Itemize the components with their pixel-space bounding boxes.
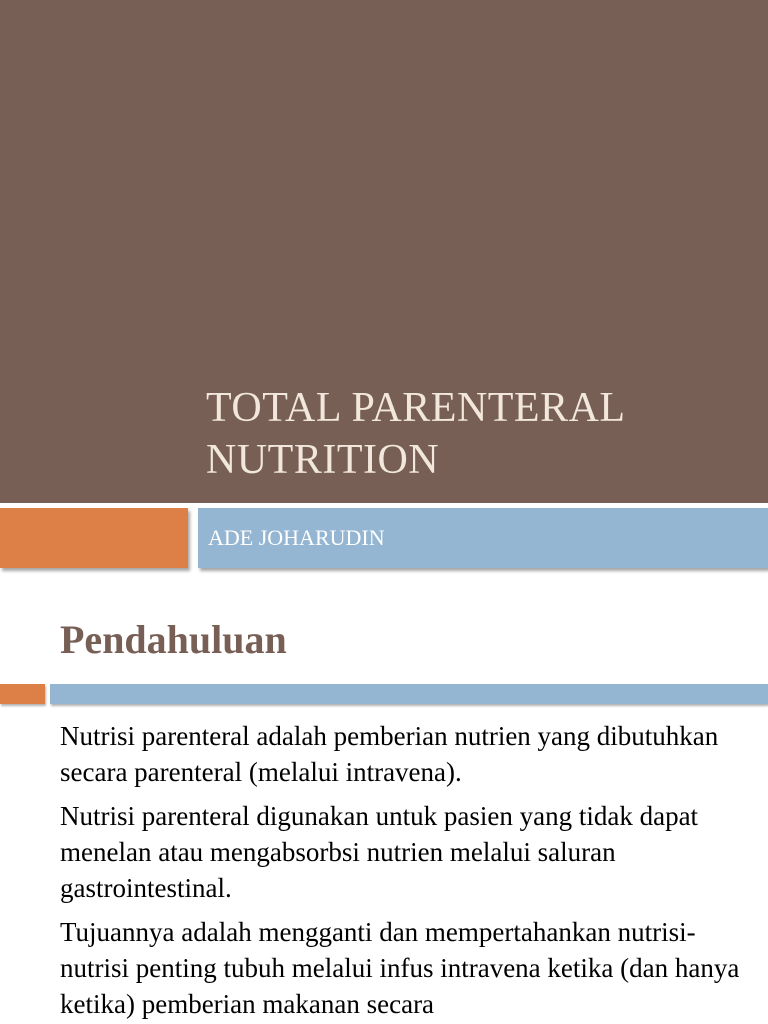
orange-accent-bar [0,508,188,568]
presentation-author: ADE JOHARUDIN [208,525,385,550]
content-slide [0,578,768,1024]
body-paragraph: Tujuannya adalah mengganti dan mempertahankan nutrisi-nutrisi penting tubuh melalui infus intravena ketika (dan hanya ketika) pemberian makanan secara [60,917,740,1019]
orange-divider-bar [0,684,45,704]
title-slide-header-panel [0,0,768,503]
blue-divider-bar [50,684,768,704]
slide-heading: Pendahuluan [60,617,287,662]
slide-body-text [60,718,750,1024]
presentation-title: TOTAL PARENTERAL NUTRITION [206,385,626,483]
body-paragraph: Nutrisi parenteral adalah pemberian nutrien yang dibutuhkan secara parenteral (melalui intravena). [60,721,719,787]
body-paragraph: Nutrisi parenteral digunakan untuk pasien yang tidak dapat menelan atau mengabsorbsi nutrien melalui saluran gastrointestinal. [60,801,699,903]
